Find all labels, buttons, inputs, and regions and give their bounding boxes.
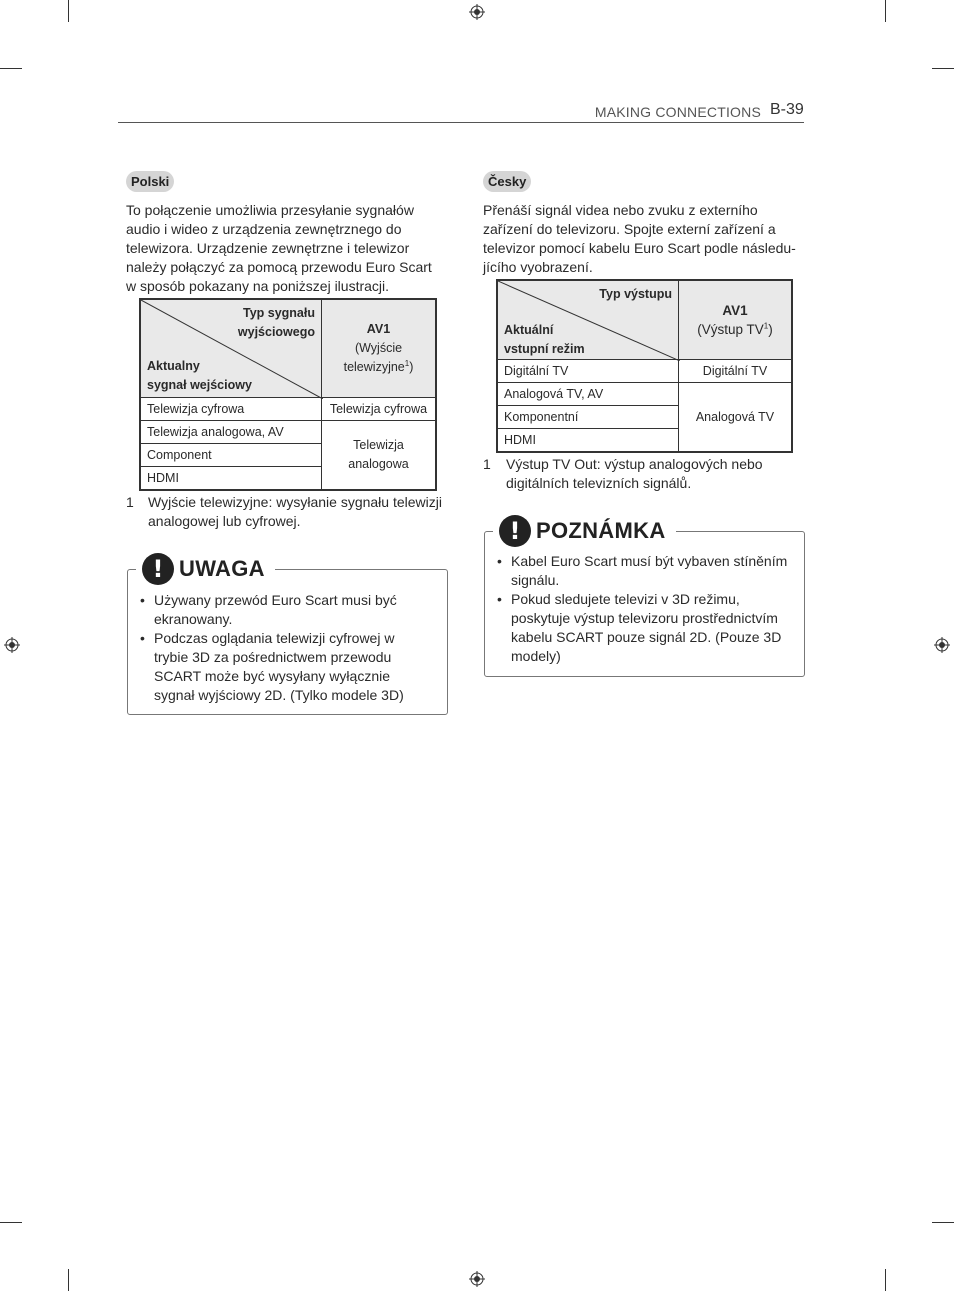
- table-row: Komponentní: [497, 406, 679, 429]
- crop-mark: [0, 1222, 22, 1223]
- input-header: Aktuální: [504, 323, 554, 337]
- intro-paragraph-cz: Přenáší signál videa nebo zvuku z externího zařízení do televizoru. Spojte externí zařízení a televizor pomocí kabelu Euro Scart podle následu- jícího vyobrazení.: [483, 202, 796, 275]
- note-box-poznamka: [484, 517, 805, 677]
- crop-mark: [68, 1269, 69, 1291]
- table-row: Telewizja cyfrowa: [140, 398, 322, 421]
- note-list: [140, 591, 440, 705]
- input-header: vstupní režim: [504, 342, 585, 356]
- registration-mark-icon: [934, 637, 950, 653]
- signal-table-cz: [496, 279, 793, 453]
- diagonal-header-cell: [140, 299, 322, 398]
- language-tag-polski: Polski: [126, 171, 174, 192]
- note-list: [497, 552, 802, 666]
- crop-mark: [885, 1269, 886, 1291]
- output-header: wyjściowego: [237, 325, 315, 339]
- table-row: HDMI: [497, 429, 679, 453]
- signal-table-pl: [139, 298, 437, 491]
- diagonal-header-cell: [497, 280, 679, 360]
- crop-mark: [932, 68, 954, 69]
- table-row: Telewizja analogowa, AV: [140, 421, 322, 444]
- warning-icon: !: [142, 553, 174, 585]
- note-title: UWAGA: [179, 556, 265, 581]
- input-header: sygnał wejściowy: [147, 378, 252, 392]
- output-value: Digitální TV: [679, 360, 793, 383]
- footnote-pl: 1 Wyjście telewizyjne: wysyłanie sygnału telewizji analogowej lub cyfrowej.: [126, 494, 442, 529]
- registration-mark-icon: [469, 1271, 485, 1287]
- page-number: B-39: [770, 101, 804, 118]
- crop-mark: [68, 0, 69, 22]
- av1-header: AV1 (Výstup $TV^1$): [679, 280, 793, 360]
- table-row: Component: [140, 444, 322, 467]
- note-title: POZNÁMKA: [536, 518, 666, 543]
- header-divider: [118, 122, 804, 123]
- footnote-cz: 1 Výstup TV Out: výstup analogových nebo digitálních televizních signálů.: [483, 456, 763, 491]
- intro-paragraph-pl: To połączenie umożliwia przesyłanie sygnałów audio i wideo z urządzenia zewnętrznego do telewizora. Urządzenie zewnętrzne i telewizor należy połączyć za pomocą przewodu Euro Scart w sposób pokazany na poniższej ilustracji.: [126, 202, 432, 294]
- list-item: • Kabel Euro Scart musí být vybaven stíněním signálu.: [497, 552, 802, 590]
- av1-header: AV1 (Wyjście telewizyjne$^1$): [322, 299, 437, 398]
- output-value: Telewizja analogowa: [322, 421, 437, 491]
- crop-mark: [0, 68, 22, 69]
- output-header: Typ sygnału: [242, 306, 315, 320]
- input-header: Aktualny: [147, 359, 200, 373]
- output-value: Telewizja cyfrowa: [322, 398, 437, 421]
- crop-mark: [932, 1222, 954, 1223]
- output-header: Typ výstupu: [599, 287, 672, 301]
- crop-mark: [885, 0, 886, 22]
- registration-mark-icon: [4, 637, 20, 653]
- list-item: • Podczas oglądania telewizji cyfrowej w trybie 3D za pośrednictwem przewodu SCART może być wysyłany wyłącznie sygnał wyjściowy 2D. (Tylko modele 3D): [140, 629, 440, 705]
- table-row: HDMI: [140, 467, 322, 491]
- list-item: • Pokud sledujete televizi v 3D režimu, poskytuje výstup televizoru prostřednictvím kabelu SCART pouze signál 2D. (Pouze 3D modely): [497, 590, 802, 666]
- note-box-uwaga: [127, 555, 448, 715]
- list-item: • Używany przewód Euro Scart musi być ekranowany.: [140, 591, 440, 629]
- table-row: Digitální TV: [497, 360, 679, 383]
- output-value: Analogová TV: [679, 383, 793, 453]
- section-title: MAKING CONNECTIONS: [594, 104, 761, 120]
- table-row: Analogová TV, AV: [497, 383, 679, 406]
- language-tag-cesky: Česky: [483, 171, 531, 192]
- warning-icon: !: [499, 515, 531, 547]
- registration-mark-icon: [469, 4, 485, 20]
